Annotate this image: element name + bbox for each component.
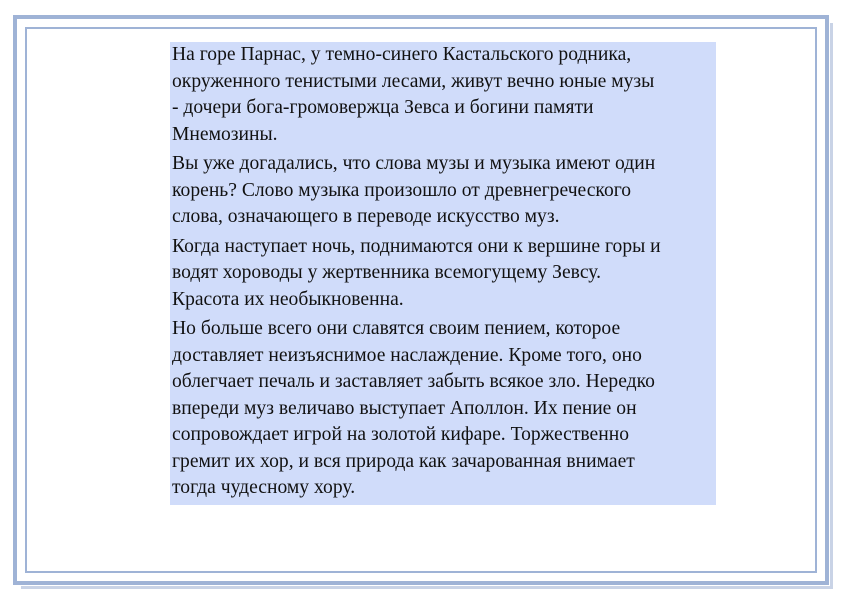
paragraph-parnassus: На горе Парнас, у темно-синего Кастальского родника, окруженного тенистыми лесами, живут вечно юные музы - дочери бога-громовержца Зевса и богини памяти Мнемозины. [172, 44, 655, 145]
paragraph-night-dances: Когда наступает ночь, поднимаются они к вершине горы и водят хороводы у жертвенника всемогущему Зевсу. Красота их необыкновенна. [172, 235, 661, 310]
paragraph-music-origin: Вы уже догадались, что слова музы и музыка имеют один корень? Слово музыка произошло от древнегреческого слова, означающего в переводе искусство муз. [172, 153, 656, 227]
text-block [170, 42, 716, 505]
paragraph-singing: Но больше всего они славятся своим пением, которое доставляет неизъяснимое наслаждение. Кроме того, оно облегчает печаль и заставляет забыть всякое зло. Нередко впереди муз величаво выступает Аполлон. Их пение он сопровождает игрой на золотой кифаре. Торжественно гремит их хор, и вся природа как зачарованная внимает тогда чудесному хору. [172, 318, 655, 498]
